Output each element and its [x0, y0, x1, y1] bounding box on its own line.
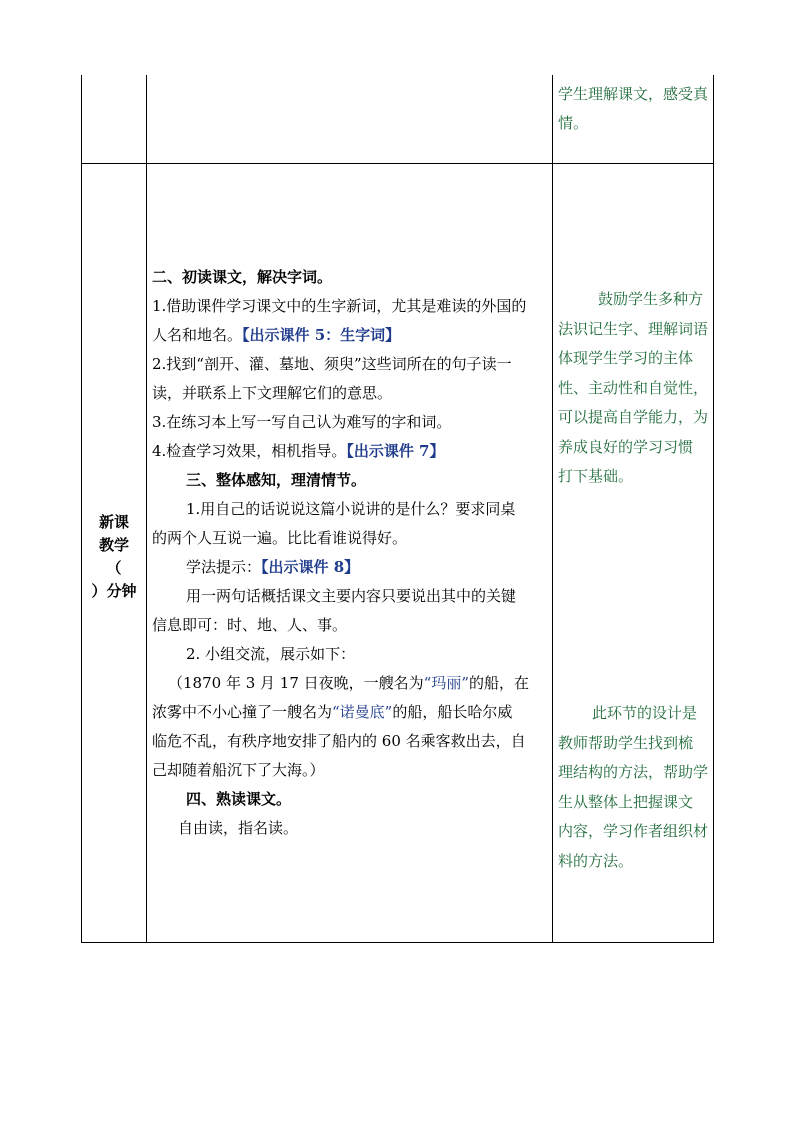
- note1-line2: 法识记生字、理解词语: [558, 319, 709, 338]
- item2-line1: 2.找到“剖开、灌、墓地、须臾”这些词所在的句子读一: [152, 355, 512, 373]
- step4-heading: 四、熟读课文。: [186, 790, 292, 808]
- note2-line2: 教师帮助学生找到梳: [558, 733, 694, 752]
- summary-line1-b: 的船，在: [469, 674, 530, 692]
- section-label-line-1: 新课: [98, 513, 129, 531]
- summary-line2: [152, 698, 529, 727]
- note1-line5: 可以提高自学能力，为: [558, 408, 709, 426]
- step4-text: 自由读，指名读。: [178, 819, 299, 837]
- table-divider-1: [146, 75, 147, 943]
- tip-heading: [152, 553, 529, 582]
- tip-text: 学法提示：: [186, 558, 262, 576]
- design-note-2: [558, 699, 708, 876]
- lesson-content: [152, 263, 529, 843]
- item3: 3.在练习本上写一写自己认为难写的字和词。: [152, 413, 452, 431]
- note1-line1: 鼓励学生多种方: [598, 290, 704, 308]
- summary-line1-a: （1870 年 3 月 17 日夜晚，一艘名为: [168, 674, 424, 692]
- section-label-line-3: （: [106, 559, 122, 577]
- top-right-line-1: 学生理解课文，感受真: [558, 85, 709, 103]
- note2-line5: 内容，学习作者组织材: [558, 822, 709, 840]
- item1-line2-text: 人名和地名。: [152, 326, 243, 344]
- top-right-line-2: 情。: [558, 114, 589, 132]
- tip-line1: 用一两句话概括课文主要内容只要说出其中的关键: [186, 587, 517, 605]
- item1-line1: 1.借助课件学习课文中的生字新词，尤其是难读的外国的: [152, 297, 527, 315]
- table-border-left: [81, 75, 82, 943]
- table-border-bottom: [81, 942, 714, 943]
- summary-line2-a: 浓雾中不小心撞了一艘名为: [152, 703, 333, 721]
- note1-line6: 养成良好的学习习惯: [558, 437, 694, 456]
- table-border-right: [713, 75, 714, 943]
- q1-line2: 的两个人互说一遍。比比看谁说得好。: [152, 529, 408, 547]
- step2-heading: 二、初读课文，解决字词。: [152, 268, 333, 286]
- design-note-1: [558, 285, 708, 492]
- note2-line6: 料的方法。: [558, 851, 634, 870]
- item4: [152, 437, 529, 466]
- section-label: [82, 511, 146, 603]
- row-divider: [81, 163, 714, 164]
- note1-line4: 性、主动性和自觉性，: [558, 378, 709, 397]
- q2: 2. 小组交流，展示如下：: [186, 645, 356, 663]
- note2-line3: 理结构的方法，帮助学: [558, 763, 709, 781]
- ship-name-mary: “玛丽”: [423, 674, 469, 692]
- note2-line4: 生从整体上把握课文: [558, 792, 694, 811]
- summary-line4: 己却随着船沉下了大海。）: [152, 761, 325, 779]
- summary-line1: [152, 669, 529, 698]
- table-divider-2: [552, 75, 553, 943]
- summary-line2-b: 的船，船长哈尔威: [392, 703, 513, 721]
- item4-text: 4.检查学习效果，相机指导。: [152, 442, 347, 460]
- note1-line7: 打下基础。: [558, 467, 634, 485]
- section-label-line-4: ）分钟: [91, 582, 137, 600]
- courseware-ref-5: 【出示课件 5：生字词】: [242, 326, 401, 344]
- item2-line2: 读，并联系上下文理解它们的意思。: [152, 384, 393, 402]
- section-label-line-2: 教学: [98, 536, 129, 554]
- top-right-cell: [558, 80, 708, 138]
- ship-name-normandie: “诺曼底”: [332, 703, 393, 721]
- note1-line3: 体现学生学习的主体: [558, 349, 694, 367]
- courseware-ref-8: 【出示课件 8】: [261, 558, 360, 576]
- summary-line3: 临危不乱，有秩序地安排了船内的 60 名乘客救出去，自: [152, 732, 526, 750]
- tip-line2: 信息即可：时、地、人、事。: [152, 616, 348, 634]
- courseware-ref-7: 【出示课件 7】: [346, 442, 445, 460]
- item1-line2: [152, 321, 529, 350]
- note2-line1: 此环节的设计是: [592, 704, 698, 722]
- step3-heading: 三、整体感知，理清情节。: [186, 471, 367, 489]
- q1-line1: 1.用自己的话说说这篇小说讲的是什么？要求同桌: [186, 500, 516, 518]
